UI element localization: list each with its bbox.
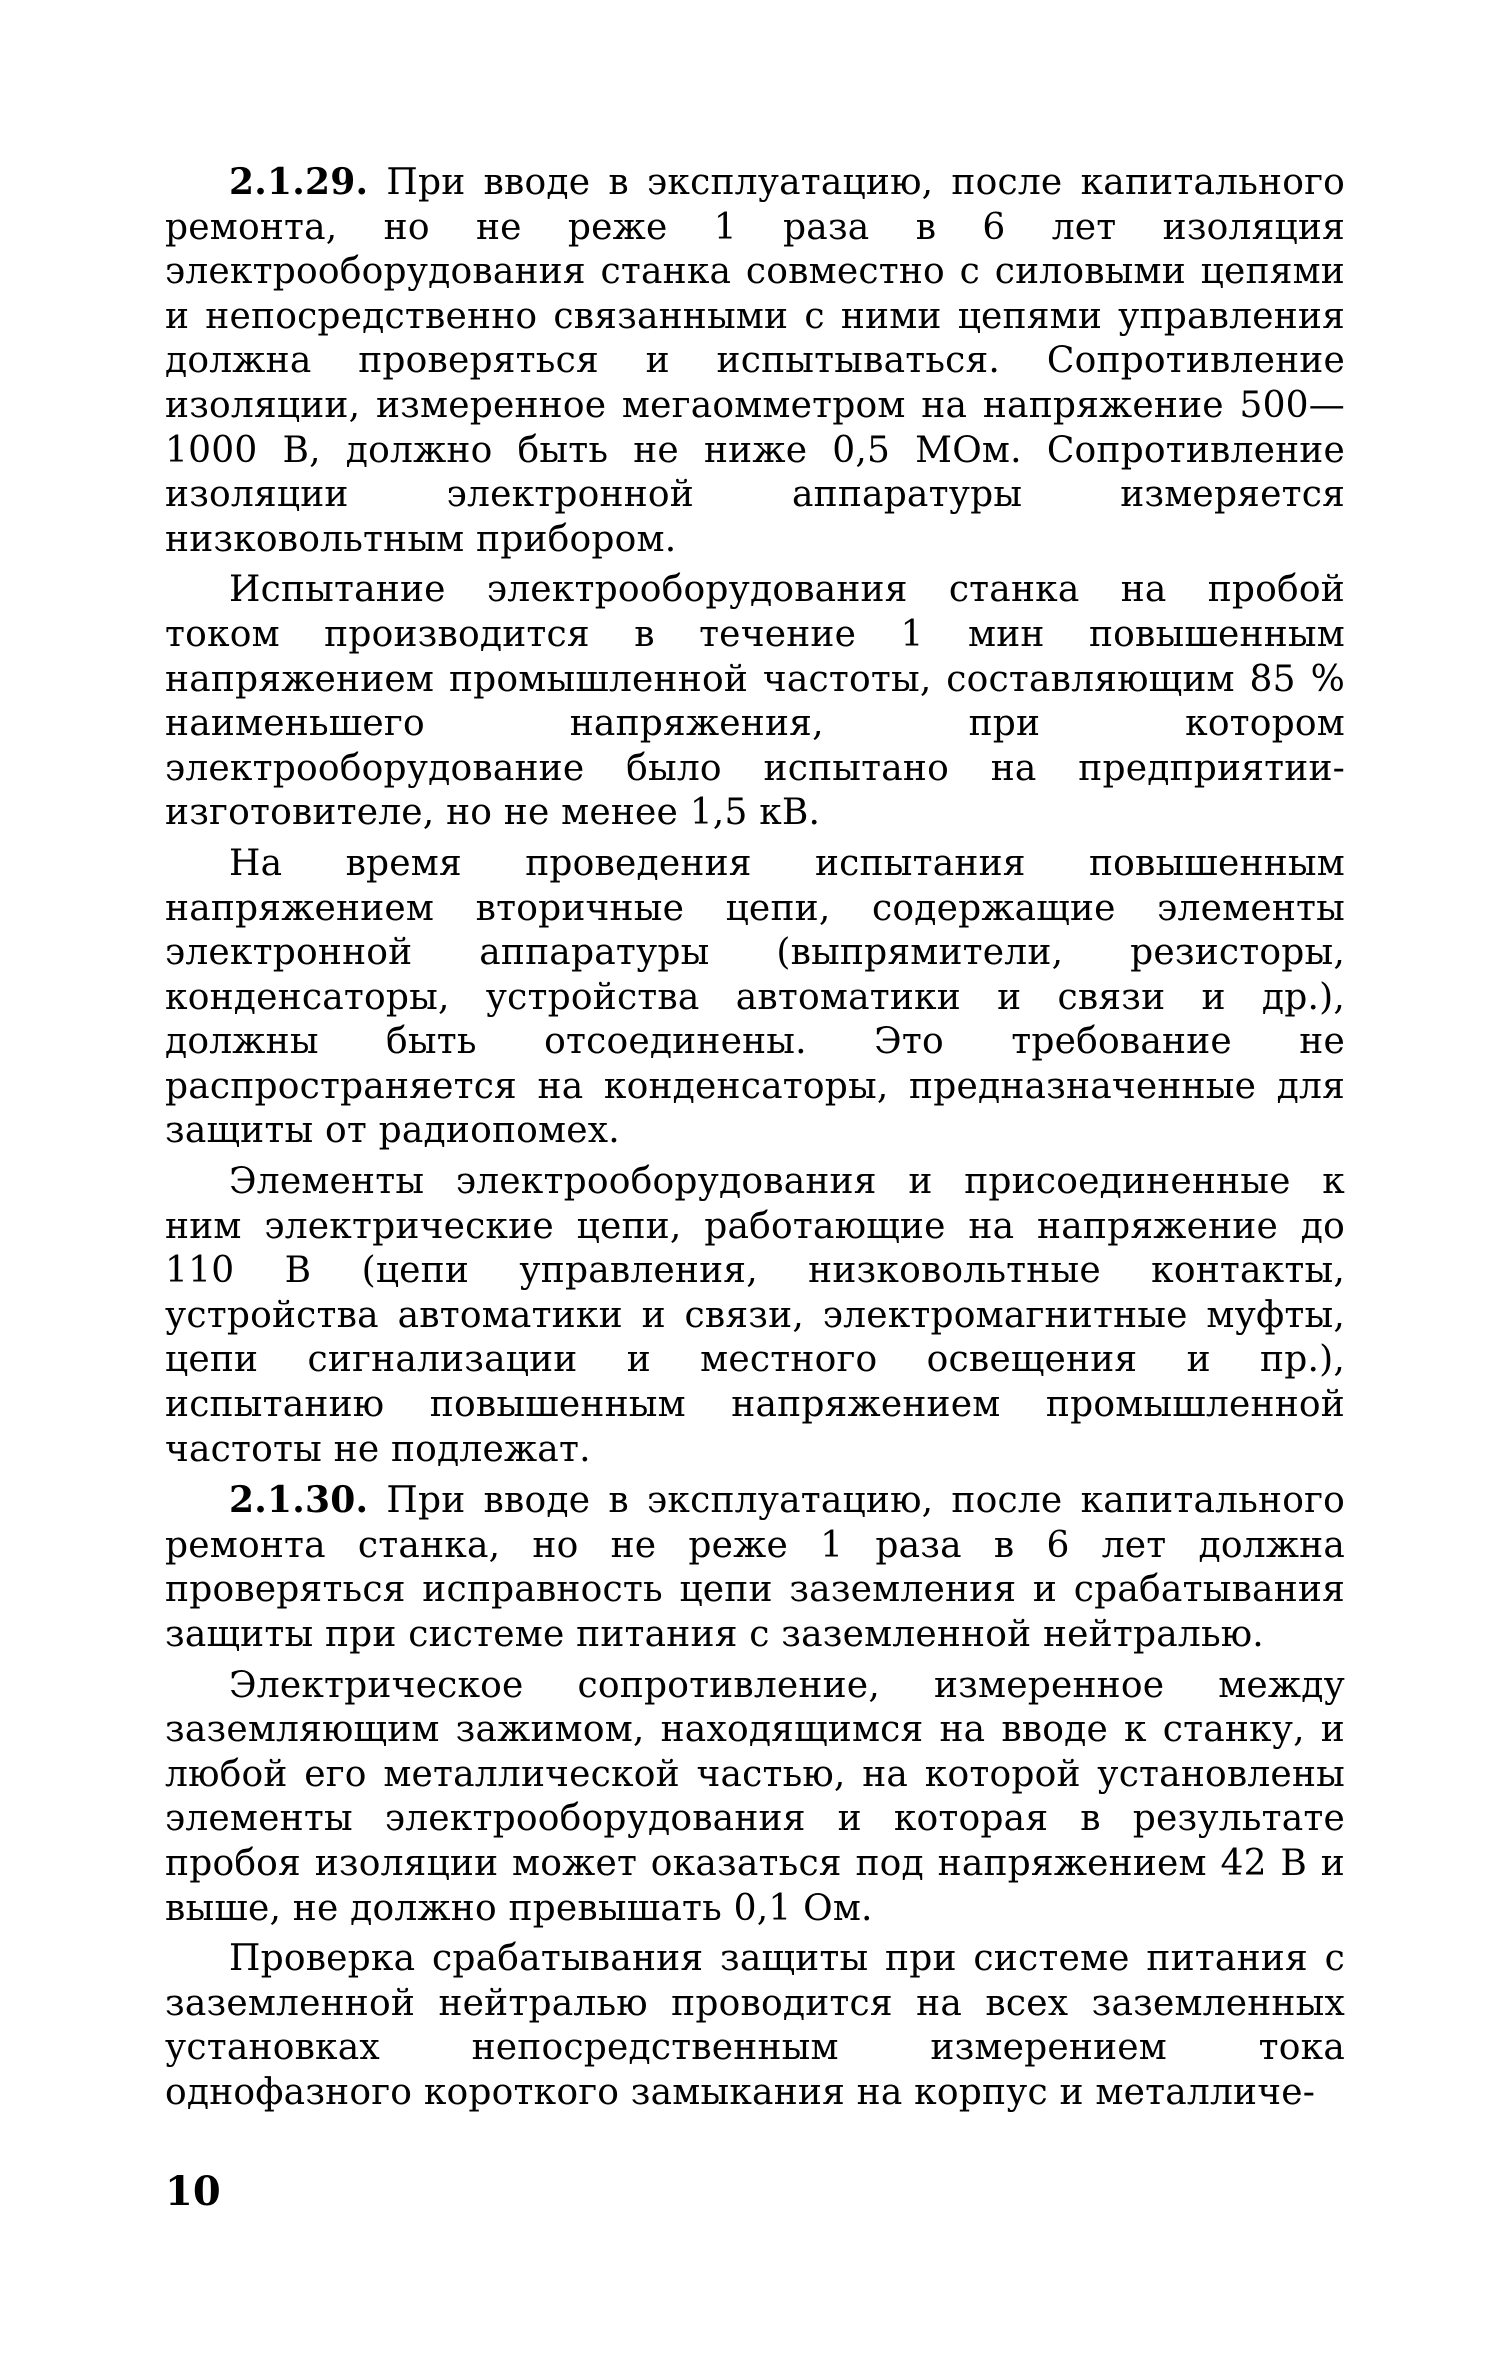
paragraph-text: Проверка срабатывания защиты при системе питания с заземленной нейтралью проводится на всех заземленных установках непосредственным измерением тока однофазного короткого замыкания на корпус и металличе-	[165, 1938, 1345, 2113]
paragraph-low-voltage-exemption	[165, 1160, 1345, 1472]
paragraph-text: Испытание электрооборудования станка на пробой током производится в течение 1 мин повышенным напряжением промышленной частоты, составляющим 85 % наименьшего напряжения, при котором электрооборудование было испытано на предприятии-изготовителе, но не менее 1,5 кВ.	[165, 569, 1345, 834]
paragraph-text: На время проведения испытания повышенным напряжением вторичные цепи, содержащие элементы электронной аппаратуры (выпрямители, резисторы, конденсаторы, устройства автоматики и связи и др.), должны быть отсоединены. Это требование не распространяется на конденсаторы, предназначенные для защиты от радиопомех.	[165, 842, 1345, 1152]
body-text	[165, 160, 1345, 2122]
clause-number: 2.1.29.	[229, 161, 369, 203]
paragraph-text: Элементы электрооборудования и присоединенные к ним электрические цепи, работающие на напряжение до 110 В (цепи управления, низковольтные контакты, устройства автоматики и связи, электромагнитные муфты, цепи сигнализации и местного освещения и пр.), испытанию повышенным напряжением промышленной частоты не подлежат.	[165, 1161, 1345, 1470]
paragraph-secondary-circuits	[165, 842, 1345, 1154]
paragraph-protection-check	[165, 1937, 1345, 2115]
paragraph-text: При вводе в эксплуатацию, после капитального ремонта станка, но не реже 1 раза в 6 лет должна проверяться исправность цепи заземления и срабатывания защиты при системе питания с заземленной нейтралью.	[165, 1480, 1345, 1655]
paragraph-text: При вводе в эксплуатацию, после капитального ремонта, но не реже 1 раза в 6 лет изоляция электрооборудования станка совместно с силовыми цепями и непосредственно связанными с ними цепями управления должна проверяться и испытываться. Сопротивление изоляции, измеренное мегаомметром на напряжение 500—1000 В, должно быть не ниже 0,5 МОм. Сопротивление изоляции электронной аппаратуры измеряется низковольтным прибором.	[165, 162, 1345, 560]
paragraph-earthing-resistance	[165, 1664, 1345, 1932]
clause-number: 2.1.30.	[229, 1479, 369, 1522]
paragraph-text: Электрическое сопротивление, измеренное между заземляющим зажимом, находящимся на вводе к станку, и любой его металлической частью, на которой установлены элементы электрооборудования и которая в результате пробоя изоляции может оказаться под напряжением 42 В и выше, не должно превышать 0,1 Ом.	[165, 1664, 1345, 1929]
paragraph-2-1-29	[165, 160, 1345, 562]
page-number: 10	[165, 2168, 221, 2215]
paragraph-dielectric-test	[165, 568, 1345, 836]
paragraph-2-1-30	[165, 1478, 1345, 1657]
